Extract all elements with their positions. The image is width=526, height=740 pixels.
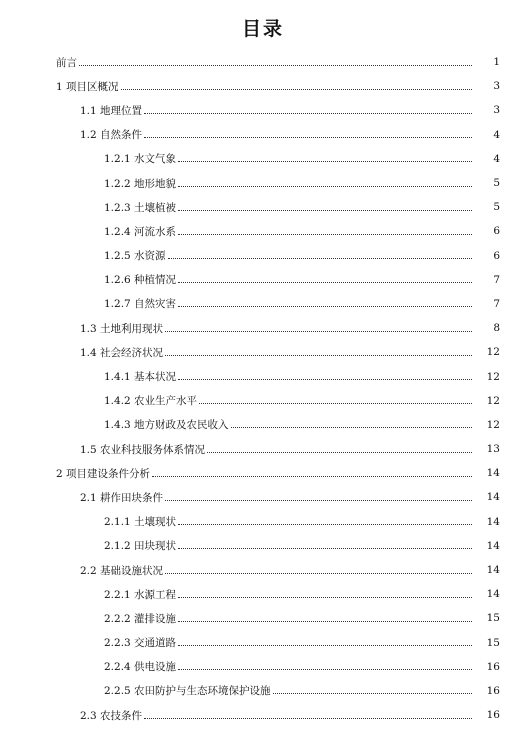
dot-leader — [165, 573, 472, 574]
toc-entry[interactable] — [0, 316, 526, 340]
toc-entry[interactable] — [0, 485, 526, 509]
toc-entry-label: 2.2.1 水源工程 — [104, 588, 177, 601]
toc-entry[interactable] — [0, 123, 526, 147]
toc-entry[interactable] — [0, 171, 526, 195]
toc-entry-label: 2.2.2 灌排设施 — [104, 612, 177, 625]
toc-entry[interactable] — [0, 510, 526, 534]
dot-leader — [178, 210, 472, 211]
toc-entry-page-number: 16 — [486, 709, 500, 722]
toc-entry-label: 2 项目建设条件分析 — [56, 467, 151, 480]
dot-leader — [199, 403, 472, 404]
toc-entry-page-number: 14 — [486, 491, 500, 504]
toc-entry-label: 1.2.3 土壤植被 — [104, 201, 177, 214]
toc-entry[interactable] — [0, 437, 526, 461]
toc-entry[interactable] — [0, 340, 526, 364]
toc-entry[interactable] — [0, 582, 526, 606]
toc-entry-page-number: 16 — [486, 684, 500, 697]
dot-leader — [178, 524, 472, 525]
toc-entry-page-number: 14 — [486, 588, 500, 601]
toc-entry[interactable] — [0, 74, 526, 98]
toc-entry-label: 1.2.4 河流水系 — [104, 225, 177, 238]
toc-entry[interactable] — [0, 147, 526, 171]
dot-leader — [178, 621, 472, 622]
toc-entry-page-number: 7 — [493, 273, 500, 286]
toc-entry[interactable] — [0, 461, 526, 485]
dot-leader — [168, 258, 472, 259]
toc-entry-label: 1.4.3 地方财政及农民收入 — [104, 419, 229, 432]
toc-entry[interactable] — [0, 195, 526, 219]
toc-entry[interactable] — [0, 292, 526, 316]
dot-leader — [178, 379, 472, 380]
toc-entry-page-number: 14 — [486, 515, 500, 528]
toc-entry[interactable] — [0, 631, 526, 655]
toc-entry[interactable] — [0, 655, 526, 679]
toc-entry-label: 1.2.7 自然灾害 — [104, 298, 177, 311]
toc-entry[interactable] — [0, 703, 526, 727]
dot-leader — [165, 331, 472, 332]
toc-entry-page-number: 14 — [486, 467, 500, 480]
toc-entry-label: 2.2.5 农田防护与生态环境保护设施 — [104, 685, 271, 698]
toc-entry[interactable] — [0, 679, 526, 703]
dot-leader — [165, 355, 472, 356]
toc-entry-label: 1.2.2 地形地貌 — [104, 177, 177, 190]
toc-entry-label: 2.3 农技条件 — [80, 709, 143, 722]
toc-entry-page-number: 13 — [486, 443, 500, 456]
dot-leader — [144, 113, 472, 114]
toc-entry-label: 2.1 耕作田块条件 — [80, 491, 164, 504]
toc-entry-label: 1.2.1 水文气象 — [104, 153, 177, 166]
toc-entry[interactable] — [0, 606, 526, 630]
dot-leader — [178, 234, 472, 235]
dot-leader — [178, 597, 472, 598]
toc-entry-label: 1.2.6 种植情况 — [104, 274, 177, 287]
toc-title: 目录 — [241, 18, 284, 40]
dot-leader — [165, 500, 472, 501]
dot-leader — [207, 452, 472, 453]
toc-entry-label: 2.2 基础设施状况 — [80, 564, 164, 577]
toc-entry[interactable] — [0, 219, 526, 243]
toc-entry[interactable] — [0, 558, 526, 582]
toc-entry-label: 1.2.5 水资源 — [104, 250, 166, 263]
toc-entry-page-number: 14 — [486, 539, 500, 552]
toc-entry-label: 1.4.1 基本状况 — [104, 371, 177, 384]
toc-entry[interactable] — [0, 244, 526, 268]
toc-entry-page-number: 12 — [486, 394, 500, 407]
toc-entry-label: 1.5 农业科技服务体系情况 — [80, 443, 206, 456]
dot-leader — [178, 669, 472, 670]
dot-leader — [178, 645, 472, 646]
toc-entry-label: 前言 — [56, 56, 77, 69]
toc-entry-page-number: 4 — [493, 152, 500, 165]
toc-entry-label: 2.1.1 土壤现状 — [104, 516, 177, 529]
dot-leader — [231, 427, 472, 428]
dot-leader — [178, 282, 472, 283]
dot-leader — [178, 186, 472, 187]
toc-entry[interactable] — [0, 364, 526, 388]
toc-entry[interactable] — [0, 389, 526, 413]
toc-entry-page-number: 5 — [493, 201, 500, 214]
dot-leader — [79, 65, 472, 66]
toc-entry-page-number: 6 — [493, 225, 500, 238]
toc-entry-label: 1.1 地理位置 — [80, 104, 143, 117]
toc-entry[interactable] — [0, 50, 526, 74]
dot-leader — [121, 89, 472, 90]
toc-entry[interactable] — [0, 413, 526, 437]
toc-entry[interactable] — [0, 534, 526, 558]
toc-list — [0, 50, 526, 727]
toc-entry-label: 1.3 土地利用现状 — [80, 322, 164, 335]
toc-entry-page-number: 8 — [493, 322, 500, 335]
toc-entry-label: 1.4 社会经济状况 — [80, 346, 164, 359]
toc-entry-page-number: 16 — [486, 660, 500, 673]
toc-entry-page-number: 14 — [486, 564, 500, 577]
dot-leader — [178, 548, 472, 549]
toc-entry-label: 2.1.2 田块现状 — [104, 540, 177, 553]
dot-leader — [152, 476, 472, 477]
dot-leader — [273, 693, 472, 694]
dot-leader — [178, 306, 472, 307]
dot-leader — [178, 161, 472, 162]
toc-entry-label: 1.2 自然条件 — [80, 129, 143, 142]
toc-entry-page-number: 3 — [493, 104, 500, 117]
toc-entry-page-number: 15 — [486, 612, 500, 625]
dot-leader — [144, 718, 472, 719]
toc-entry[interactable] — [0, 268, 526, 292]
toc-entry-label: 2.2.3 交通道路 — [104, 637, 177, 650]
toc-entry-page-number: 12 — [486, 370, 500, 383]
toc-entry-page-number: 15 — [486, 636, 500, 649]
toc-entry-page-number: 4 — [493, 128, 500, 141]
toc-entry-page-number: 5 — [493, 177, 500, 190]
toc-entry-page-number: 12 — [486, 346, 500, 359]
toc-entry-label: 1.4.2 农业生产水平 — [104, 395, 198, 408]
toc-entry-label: 2.2.4 供电设施 — [104, 661, 177, 674]
toc-entry-page-number: 3 — [493, 80, 500, 93]
toc-entry-page-number: 1 — [493, 56, 500, 69]
toc-entry-page-number: 7 — [493, 297, 500, 310]
dot-leader — [144, 137, 472, 138]
toc-entry-label: 1 项目区概况 — [56, 80, 119, 93]
toc-entry[interactable] — [0, 98, 526, 122]
toc-entry-page-number: 12 — [486, 418, 500, 431]
toc-entry-page-number: 6 — [493, 249, 500, 262]
